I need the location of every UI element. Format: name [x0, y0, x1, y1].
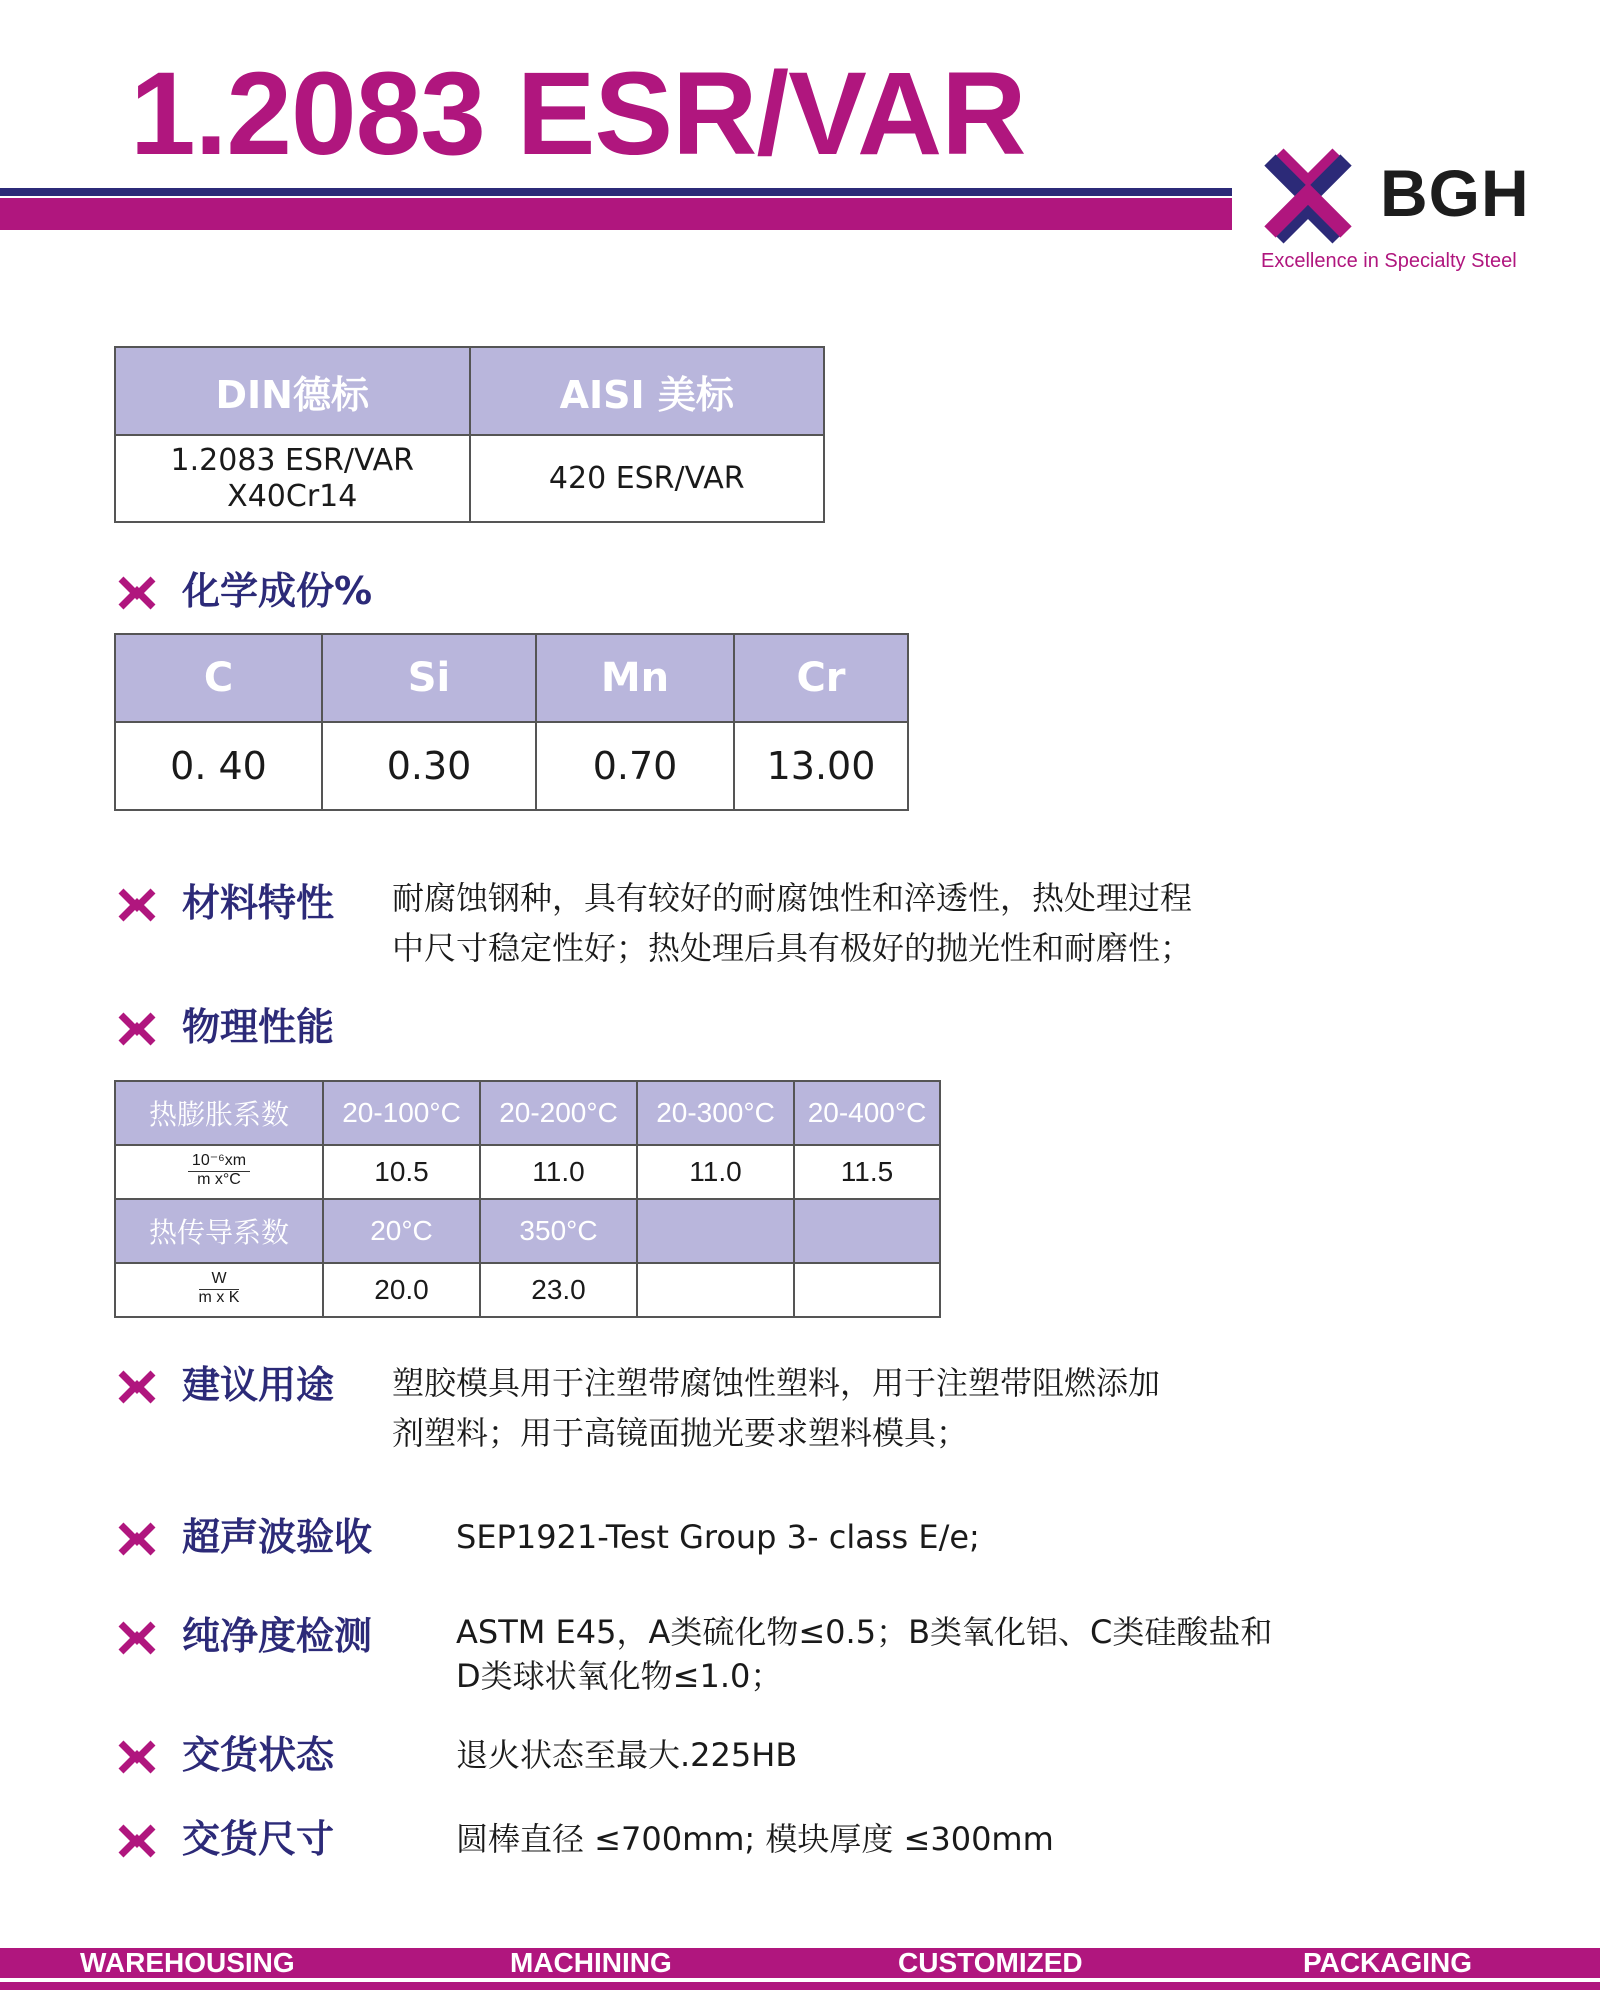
cleanliness-text	[456, 1610, 1456, 1698]
logo-text: BGH	[1380, 156, 1530, 230]
cleanliness-line-1: ASTM E45，A类硫化物≤0.5；B类氧化铝、C类硅酸盐和	[456, 1613, 1273, 1651]
conduction-temp-1: 20°C	[323, 1199, 480, 1263]
expansion-unit-top: 10⁻⁶xm	[188, 1153, 250, 1172]
footer-customized: CUSTOMIZED	[898, 1947, 1083, 1978]
x-cross-icon	[116, 1617, 158, 1659]
aisi-value: 420 ESR/VAR	[470, 435, 825, 522]
delivery-size-text: 圆棒直径 ≤700mm; 模块厚度 ≤300mm	[456, 1820, 1054, 1858]
chem-header-si: Si	[322, 634, 536, 722]
conduction-unit	[115, 1263, 323, 1317]
footer-machining: MACHINING	[510, 1947, 672, 1978]
chem-value-c: 0. 40	[115, 722, 322, 810]
physical-table	[114, 1080, 941, 1318]
usage-line-1: 塑胶模具用于注塑带腐蚀性塑料，用于注塑带阻燃添加	[392, 1364, 1161, 1402]
delivery-size-title: 交货尺寸	[182, 1817, 335, 1861]
chemistry-table	[114, 633, 909, 811]
header-navy-bar	[0, 188, 1232, 196]
chem-value-mn: 0.70	[536, 722, 734, 810]
expansion-unit-bottom: m x°C	[197, 1170, 241, 1188]
chem-value-cr: 13.00	[734, 722, 908, 810]
cleanliness-line-2: D类球状氧化物≤1.0；	[456, 1657, 783, 1695]
din-line-1: 1.2083 ESR/VAR	[170, 442, 414, 478]
header-magenta-bar	[0, 198, 1232, 230]
expansion-temp-4: 20-400°C	[794, 1081, 940, 1145]
x-cross-icon	[116, 572, 158, 614]
x-cross-icon	[116, 1008, 158, 1050]
expansion-temp-1: 20-100°C	[323, 1081, 480, 1145]
x-cross-icon	[116, 1518, 158, 1560]
delivery-state-title: 交货状态	[182, 1733, 335, 1777]
conduction-label: 热传导系数	[115, 1199, 323, 1263]
usage-text	[392, 1358, 1392, 1458]
usage-line-2: 剂塑料；用于高镜面抛光要求塑料模具；	[392, 1414, 969, 1452]
footer-warehousing: WAREHOUSING	[80, 1947, 295, 1978]
din-line-2: X40Cr14	[227, 478, 358, 514]
expansion-value-1: 10.5	[323, 1145, 480, 1199]
expansion-value-2: 11.0	[480, 1145, 637, 1199]
expansion-temp-3: 20-300°C	[637, 1081, 794, 1145]
ultrasonic-title: 超声波验收	[182, 1515, 373, 1559]
x-cross-icon	[116, 1736, 158, 1778]
delivery-state-text: 退火状态至最大.225HB	[456, 1736, 798, 1774]
conduction-unit-bottom: m x K	[198, 1288, 240, 1306]
footer-line	[0, 1982, 1600, 1990]
empty-header-cell	[637, 1199, 794, 1263]
bgh-logo-icon	[1260, 146, 1356, 244]
conduction-value-2: 23.0	[480, 1263, 637, 1317]
footer-packaging: PACKAGING	[1303, 1947, 1473, 1978]
material-line-2: 中尺寸稳定性好；热处理后具有极好的抛光性和耐磨性；	[392, 929, 1193, 967]
page-title: 1.2083 ESR/VAR	[130, 48, 1026, 180]
standards-table	[114, 346, 825, 523]
material-text	[392, 873, 1392, 973]
expansion-value-3: 11.0	[637, 1145, 794, 1199]
chem-value-si: 0.30	[322, 722, 536, 810]
conduction-value-1: 20.0	[323, 1263, 480, 1317]
din-header: DIN德标	[115, 347, 470, 435]
din-value	[115, 435, 470, 522]
chem-header-cr: Cr	[734, 634, 908, 722]
x-cross-icon	[116, 1820, 158, 1862]
x-cross-icon	[116, 884, 158, 926]
expansion-value-4: 11.5	[794, 1145, 940, 1199]
material-title: 材料特性	[182, 881, 335, 925]
physical-title: 物理性能	[182, 1005, 335, 1049]
empty-header-cell	[794, 1199, 940, 1263]
cleanliness-title: 纯净度检测	[182, 1614, 373, 1658]
ultrasonic-text: SEP1921-Test Group 3- class E/e;	[456, 1518, 980, 1556]
aisi-header: AISI 美标	[470, 347, 825, 435]
chem-header-c: C	[115, 634, 322, 722]
empty-value-cell	[637, 1263, 794, 1317]
expansion-temp-2: 20-200°C	[480, 1081, 637, 1145]
conduction-temp-2: 350°C	[480, 1199, 637, 1263]
x-cross-icon	[116, 1366, 158, 1408]
conduction-unit-top: W	[199, 1271, 240, 1290]
chem-header-mn: Mn	[536, 634, 734, 722]
logo-tagline: Excellence in Specialty Steel	[1261, 250, 1517, 272]
usage-title: 建议用途	[182, 1363, 335, 1407]
empty-value-cell	[794, 1263, 940, 1317]
material-line-1: 耐腐蚀钢种，具有较好的耐腐蚀性和淬透性，热处理过程	[392, 879, 1193, 917]
chemistry-title: 化学成份%	[182, 569, 373, 613]
expansion-label: 热膨胀系数	[115, 1081, 323, 1145]
expansion-unit	[115, 1145, 323, 1199]
